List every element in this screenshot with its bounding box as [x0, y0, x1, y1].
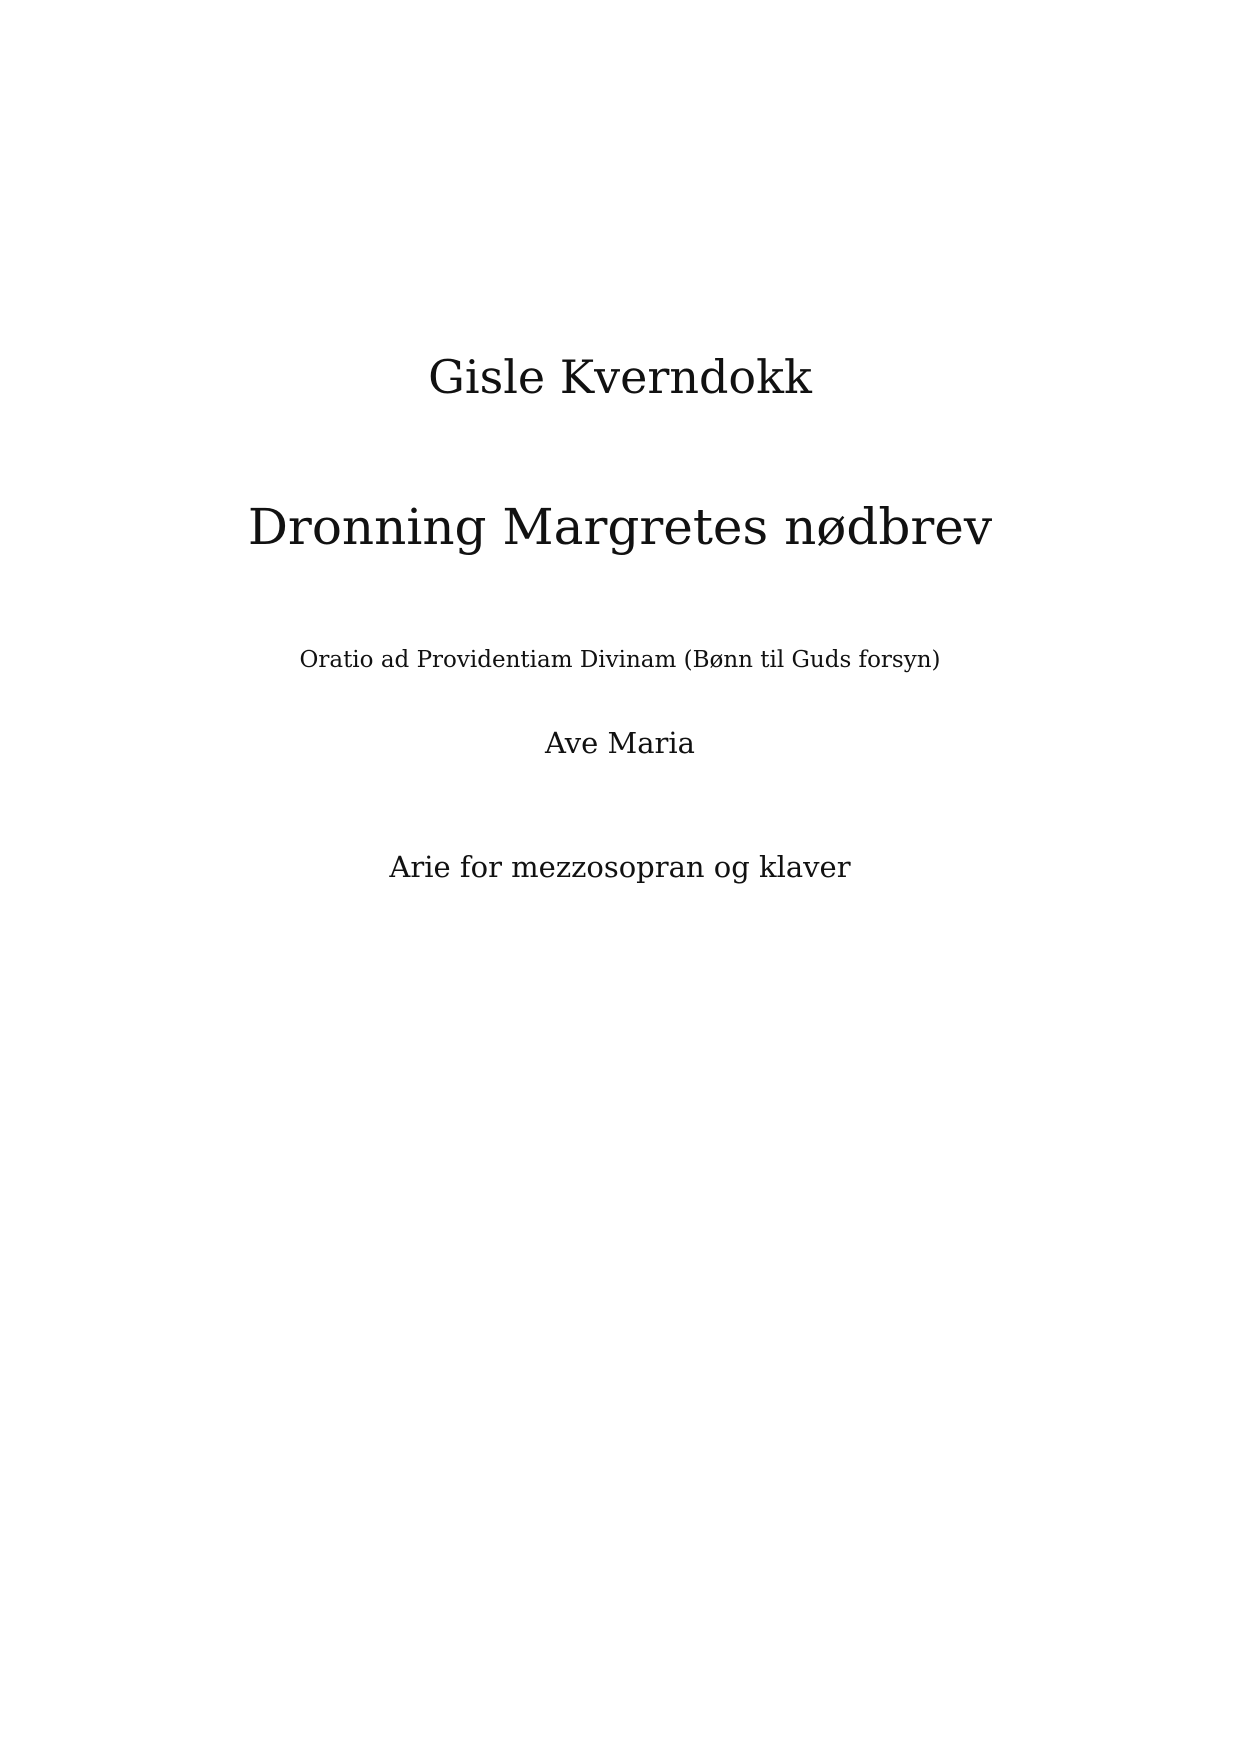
work-subtitle: Oratio ad Providentiam Divinam (Bønn til Guds forsyn) [299, 647, 941, 673]
work-title: Dronning Margretes nødbrev [247, 498, 993, 556]
piece-title: Ave Maria [545, 726, 695, 760]
composer-name: Gisle Kverndokk [428, 350, 812, 404]
scoring-description: Arie for mezzosopran og klaver [389, 850, 851, 884]
